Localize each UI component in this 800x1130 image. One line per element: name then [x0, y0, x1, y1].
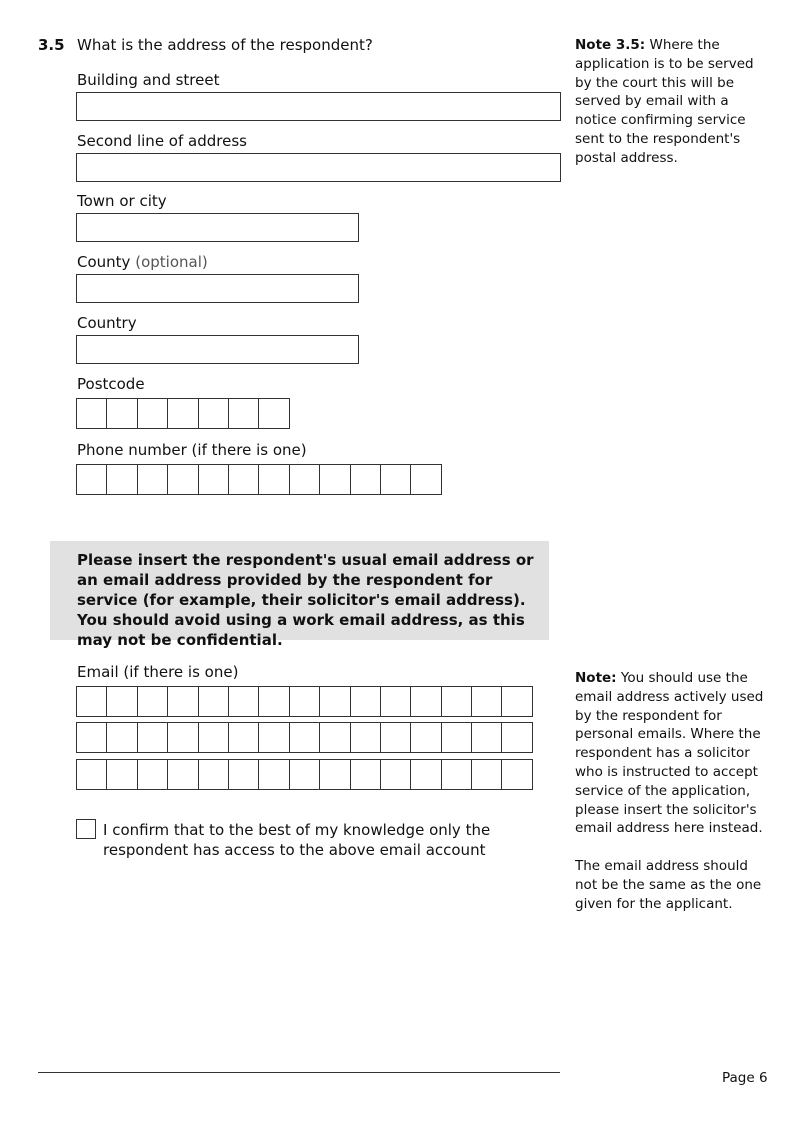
char-box[interactable]: [107, 760, 137, 789]
char-box[interactable]: [168, 760, 198, 789]
char-box[interactable]: [138, 399, 168, 428]
char-box[interactable]: [138, 723, 168, 752]
char-box[interactable]: [138, 760, 168, 789]
footer-rule: [38, 1072, 560, 1073]
town-input[interactable]: [76, 213, 359, 242]
info-panel-text: Please insert the respondent's usual email address or an email address provided by the respondent for service (for example, their solicitor's email address). You should avoid using a work email address, as this may not be confidential.: [77, 551, 534, 649]
char-box[interactable]: [168, 687, 198, 716]
char-box[interactable]: [472, 687, 502, 716]
postcode-input[interactable]: [76, 398, 290, 429]
char-box[interactable]: [138, 465, 168, 494]
char-box[interactable]: [502, 723, 532, 752]
note-3-5-text: Where the application is to be served by the court this will be served by email with a notice confirming service sent to the respondent's postal address.: [575, 37, 754, 166]
char-box[interactable]: [168, 465, 198, 494]
building-label: Building and street: [77, 71, 220, 89]
postcode-label: Postcode: [77, 375, 145, 393]
char-box[interactable]: [229, 465, 259, 494]
char-box[interactable]: [411, 687, 441, 716]
email-input-row-3[interactable]: [76, 759, 533, 790]
char-box[interactable]: [320, 687, 350, 716]
char-box[interactable]: [199, 687, 229, 716]
char-box[interactable]: [168, 399, 198, 428]
char-box[interactable]: [259, 687, 289, 716]
county-label-text: County: [77, 253, 131, 271]
char-box[interactable]: [107, 687, 137, 716]
confirm-checkbox[interactable]: [76, 819, 96, 839]
char-box[interactable]: [199, 399, 229, 428]
char-box[interactable]: [107, 465, 137, 494]
char-box[interactable]: [351, 687, 381, 716]
note-3-5: [575, 36, 765, 168]
page-number: Page 6: [722, 1070, 768, 1086]
char-box[interactable]: [381, 687, 411, 716]
char-box[interactable]: [290, 723, 320, 752]
char-box[interactable]: [320, 465, 350, 494]
char-box[interactable]: [442, 687, 472, 716]
char-box[interactable]: [320, 723, 350, 752]
confirm-label: I confirm that to the best of my knowledge only the respondent has access to the above email account: [103, 821, 491, 859]
char-box[interactable]: [77, 399, 107, 428]
note-email-text: You should use the email address actively used by the respondent for personal emails. Where the respondent has a solicitor who is instructed to accept service of the application, please insert the solicitor's email address here instead.: [575, 670, 764, 837]
county-input[interactable]: [76, 274, 359, 303]
char-box[interactable]: [290, 760, 320, 789]
country-input[interactable]: [76, 335, 359, 364]
char-box[interactable]: [77, 687, 107, 716]
question-number: 3.5: [38, 36, 65, 54]
char-box[interactable]: [259, 399, 289, 428]
second-line-label: Second line of address: [77, 132, 247, 150]
char-box[interactable]: [199, 465, 229, 494]
phone-input[interactable]: [76, 464, 442, 495]
phone-label: Phone number (if there is one): [77, 441, 307, 459]
char-box[interactable]: [229, 399, 259, 428]
note-email-text-2: The email address should not be the same as the one given for the applicant.: [575, 857, 762, 912]
char-box[interactable]: [77, 465, 107, 494]
char-box[interactable]: [442, 760, 472, 789]
county-label: [77, 252, 208, 272]
char-box[interactable]: [320, 760, 350, 789]
char-box[interactable]: [381, 760, 411, 789]
char-box[interactable]: [229, 723, 259, 752]
char-box[interactable]: [168, 723, 198, 752]
char-box[interactable]: [411, 723, 441, 752]
char-box[interactable]: [77, 723, 107, 752]
question-text: What is the address of the respondent?: [77, 36, 373, 54]
char-box[interactable]: [259, 760, 289, 789]
char-box[interactable]: [351, 723, 381, 752]
char-box[interactable]: [381, 723, 411, 752]
note-email-label: Note:: [575, 670, 617, 686]
second-line-input[interactable]: [76, 153, 561, 182]
char-box[interactable]: [138, 687, 168, 716]
char-box[interactable]: [411, 465, 441, 494]
char-box[interactable]: [472, 760, 502, 789]
char-box[interactable]: [107, 723, 137, 752]
char-box[interactable]: [502, 687, 532, 716]
char-box[interactable]: [199, 760, 229, 789]
country-label: Country: [77, 314, 137, 332]
char-box[interactable]: [290, 687, 320, 716]
char-box[interactable]: [502, 760, 532, 789]
char-box[interactable]: [229, 687, 259, 716]
char-box[interactable]: [290, 465, 320, 494]
note-email: [575, 669, 765, 913]
char-box[interactable]: [199, 723, 229, 752]
char-box[interactable]: [259, 723, 289, 752]
char-box[interactable]: [351, 465, 381, 494]
char-box[interactable]: [229, 760, 259, 789]
optional-tag: (optional): [135, 253, 208, 271]
char-box[interactable]: [107, 399, 137, 428]
email-input-row-1[interactable]: [76, 686, 533, 717]
char-box[interactable]: [77, 760, 107, 789]
char-box[interactable]: [472, 723, 502, 752]
char-box[interactable]: [381, 465, 411, 494]
building-input[interactable]: [76, 92, 561, 121]
note-3-5-label: Note 3.5:: [575, 37, 646, 53]
town-label: Town or city: [77, 192, 167, 210]
char-box[interactable]: [351, 760, 381, 789]
email-input-row-2[interactable]: [76, 722, 533, 753]
char-box[interactable]: [411, 760, 441, 789]
email-label: Email (if there is one): [77, 663, 239, 681]
char-box[interactable]: [259, 465, 289, 494]
char-box[interactable]: [442, 723, 472, 752]
